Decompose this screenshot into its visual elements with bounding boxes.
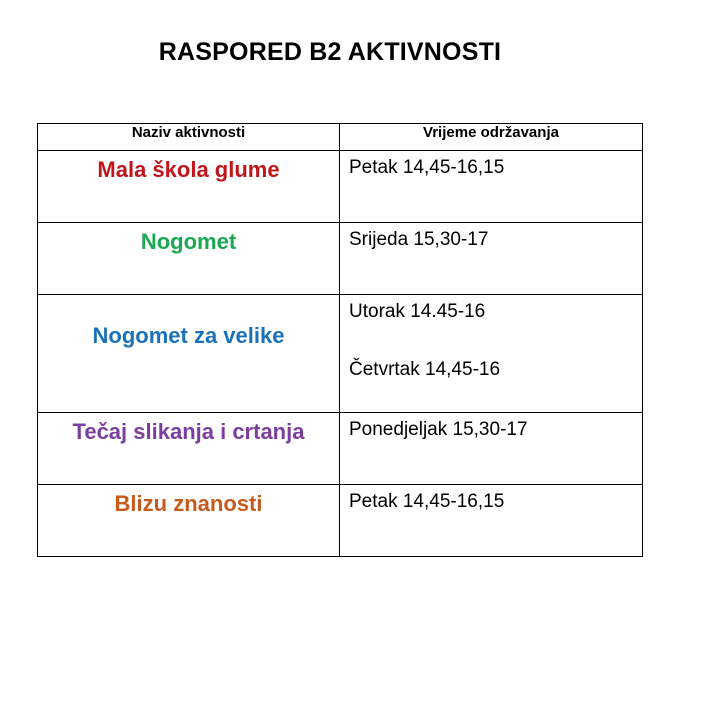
page-title: RASPORED B2 AKTIVNOSTI bbox=[158, 38, 502, 66]
activity-name: Tečaj slikanja i crtanja bbox=[72, 419, 305, 444]
table-row bbox=[38, 151, 643, 223]
activity-time: Petak 14,45-16,15 bbox=[349, 157, 505, 178]
schedule-table bbox=[37, 123, 643, 557]
table-row bbox=[38, 485, 643, 557]
activity-time-group bbox=[340, 295, 642, 381]
activity-name: Nogomet bbox=[140, 229, 237, 254]
header-activity-name: Naziv aktivnosti bbox=[38, 124, 340, 151]
activity-name: Mala škola glume bbox=[97, 157, 280, 182]
spacer bbox=[349, 323, 642, 359]
header-time: Vrijeme održavanja bbox=[340, 124, 643, 151]
activity-name: Blizu znanosti bbox=[114, 491, 263, 516]
activity-time: Ponedjeljak 15,30-17 bbox=[349, 419, 528, 440]
table-header-row bbox=[38, 124, 643, 151]
activity-time: Utorak 14.45-16 bbox=[349, 301, 486, 322]
table-row bbox=[38, 413, 643, 485]
table-row bbox=[38, 295, 643, 413]
activity-time: Četvrtak 14,45-16 bbox=[349, 359, 501, 380]
table-row bbox=[38, 223, 643, 295]
activity-time: Srijeda 15,30-17 bbox=[349, 229, 489, 250]
activity-time: Petak 14,45-16,15 bbox=[349, 491, 505, 512]
activity-name: Nogomet za velike bbox=[92, 323, 285, 348]
